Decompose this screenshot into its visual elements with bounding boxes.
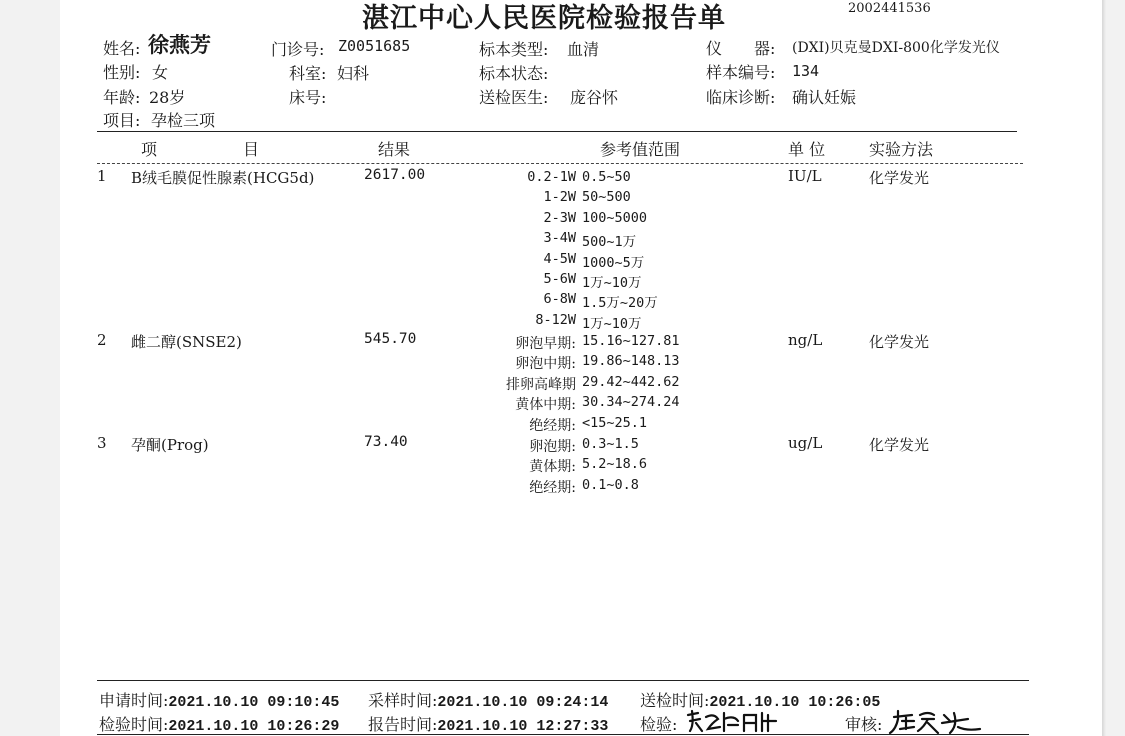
reference-label: 黄体期: (529, 459, 576, 476)
patient-sex: 女 (152, 63, 169, 82)
clinic-no-label: 门诊号: (271, 40, 325, 59)
test-name: 雌二醇(SNSE2) (131, 333, 242, 351)
report-sheet (60, 0, 1102, 736)
test-method: 化学发光 (869, 169, 930, 187)
reference-value: 29.42~442.62 (582, 373, 680, 390)
report-time: 2021.10.10 12:27:33 (437, 718, 609, 735)
reference-label: 6-8W (543, 291, 576, 308)
sex-label: 性别: (103, 63, 141, 82)
tester-label: 检验: (640, 715, 678, 734)
bed-label: 床号: (289, 88, 327, 107)
reference-label: 卵泡早期: (515, 336, 576, 352)
footer-rule-bottom (97, 734, 1029, 735)
report-title: 湛江中心人民医院检验报告单 (362, 3, 726, 34)
reviewer-signature (888, 707, 988, 735)
test-method: 化学发光 (869, 333, 930, 351)
report-number: 2002441536 (848, 1, 931, 16)
test-unit: ug/L (788, 434, 823, 452)
reference-label: 绝经期: (529, 479, 576, 496)
reference-value: 1万~10万 (582, 315, 642, 332)
sample-time-label: 采样时间: (368, 691, 438, 710)
patient-name: 徐燕芳 (148, 33, 211, 57)
reference-label: 2-3W (543, 209, 576, 226)
sample-no: 134 (792, 62, 820, 80)
specimen-state-label: 标本状态: (479, 64, 549, 83)
item-label: 项目: (103, 111, 141, 130)
reference-label: 4-5W (543, 250, 576, 267)
reference-label: 卵泡期: (529, 439, 576, 455)
department: 妇科 (337, 64, 370, 83)
reference-value: 1.5万~20万 (582, 295, 658, 312)
diagnosis: 确认妊娠 (792, 88, 857, 107)
reference-label: 排卵高峰期 (506, 376, 576, 393)
doctor-name: 庞谷怀 (570, 88, 619, 107)
sample-time-row (368, 688, 608, 711)
test-time: 2021.10.10 10:26:29 (168, 718, 340, 735)
row-number: 1 (97, 167, 107, 185)
reference-value: 0.3~1.5 (582, 436, 639, 452)
reference-value: 1000~5万 (582, 254, 645, 271)
test-result: 73.40 (364, 434, 408, 450)
reference-value: 15.16~127.81 (582, 333, 680, 349)
report-time-row (368, 712, 608, 735)
reference-value: 19.86~148.13 (582, 353, 680, 370)
test-unit: IU/L (788, 167, 822, 185)
reference-label: 黄体中期: (515, 397, 576, 414)
doctor-label: 送检医生: (479, 88, 549, 107)
sample-no-label: 样本编号: (706, 63, 776, 82)
patient-age: 28岁 (149, 88, 186, 107)
test-result: 545.70 (364, 331, 417, 347)
column-header-rule (97, 163, 1023, 164)
clinic-no: Z0051685 (338, 37, 411, 55)
diagnosis-label: 临床诊断: (706, 88, 776, 107)
reference-label: 3-4W (543, 230, 576, 247)
reference-label: 5-6W (543, 271, 576, 287)
reference-value: 50~500 (582, 189, 631, 206)
reference-value: 5.2~18.6 (582, 456, 648, 473)
reference-label: 0.2-1W (527, 169, 576, 185)
apply-time-row (99, 688, 339, 711)
test-name: 孕酮(Prog) (131, 436, 209, 454)
row-number: 2 (97, 331, 107, 349)
test-item: 孕检三项 (151, 111, 216, 130)
reviewer-label: 审核: (845, 715, 883, 734)
reference-value: 0.5~50 (582, 169, 631, 185)
page-edge (1102, 0, 1106, 736)
specimen-type-label: 标本类型: (479, 40, 549, 59)
reference-label: 1-2W (543, 189, 576, 206)
test-unit: ng/L (788, 331, 823, 349)
test-method: 化学发光 (869, 436, 930, 454)
send-time: 2021.10.10 10:26:05 (709, 694, 881, 711)
reference-value: 30.34~274.24 (582, 394, 680, 411)
sample-time: 2021.10.10 09:24:14 (437, 694, 609, 711)
header-rule (97, 131, 1017, 132)
col-item-a: 项 (141, 140, 158, 159)
reference-value: 500~1万 (582, 234, 637, 251)
instrument: (DXI)贝克曼DXI-800化学发光仪 (792, 40, 1000, 56)
test-time-label: 检验时间: (99, 715, 169, 734)
send-time-label: 送检时间: (640, 691, 710, 710)
report-time-label: 报告时间: (368, 715, 438, 734)
age-label: 年龄: (103, 88, 141, 107)
reference-label: 8-12W (535, 311, 576, 328)
col-result: 结果 (378, 140, 411, 159)
instrument-label: 仪 器: (706, 39, 776, 58)
specimen-type: 血清 (567, 40, 600, 59)
test-name: B绒毛膜促性腺素(HCG5d) (131, 169, 315, 187)
apply-time: 2021.10.10 09:10:45 (168, 694, 340, 711)
footer-rule-top (97, 680, 1029, 681)
col-reference: 参考值范围 (600, 140, 681, 159)
col-method: 实验方法 (869, 140, 934, 159)
col-item-b: 目 (243, 140, 260, 159)
name-label: 姓名: (103, 39, 141, 58)
tester-signature (684, 707, 784, 735)
test-result: 2617.00 (364, 167, 426, 183)
reference-value: 100~5000 (582, 209, 648, 226)
reference-label: 绝经期: (529, 417, 576, 434)
col-unit: 单 位 (788, 140, 826, 159)
reference-value: <15~25.1 (582, 414, 648, 431)
reference-value: 1万~10万 (582, 275, 642, 291)
reference-label: 卵泡中期: (515, 356, 576, 373)
dept-label: 科室: (289, 64, 327, 83)
reference-value: 0.1~0.8 (582, 476, 639, 493)
row-number: 3 (97, 434, 107, 452)
apply-time-label: 申请时间: (99, 691, 169, 710)
test-time-row (99, 712, 339, 735)
